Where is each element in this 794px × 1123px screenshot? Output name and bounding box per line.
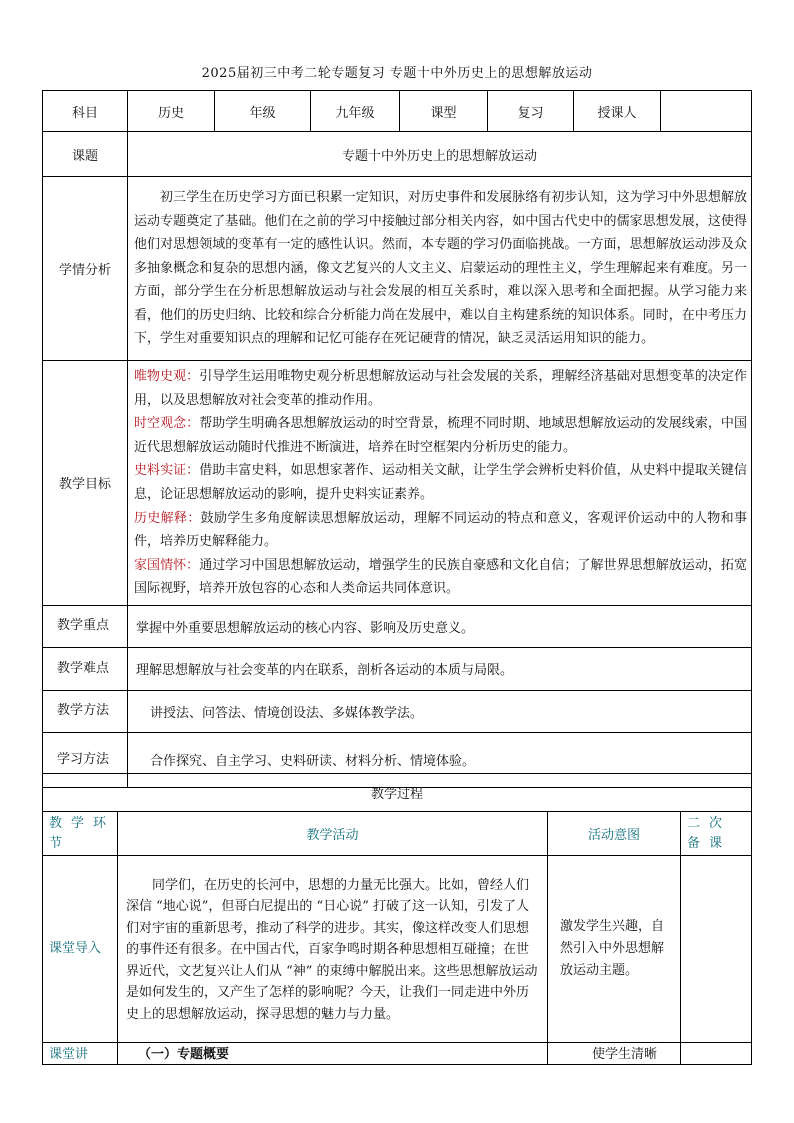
activity-cell: 同学们，在历史的长河中，思想的力量无比强大。比如，曾经人们深信 “地心说”，但哥白尼提出的 “日心说” 打破了这一认知，引发了人们对宇宙的重新思考，推动了科学的进步。其实，像这样改变人们思想的事件还有很多。在中国古代，百家争鸣时期各种思想相互碰撞；在世界近代，文艺复兴让人们从 “神” 的束缚中解脱出来。这些思想解放运动是如何发生的，又产生了怎样的影响呢？今天，让我们一同走进中外历史上的思想解放运动，探寻思想的魅力与力量。 <box>118 856 548 1043</box>
objective-text: 通过学习中国思想解放运动，增强学生的民族自豪感和文化自信；了解世界思想解放运动，拓宽国际视野，培养开放包容的心态和人类命运共同体意识。 <box>134 557 747 597</box>
objective-item <box>134 412 747 459</box>
objective-key: 家国情怀： <box>134 557 200 573</box>
intent-cell: 使学生清晰 <box>548 1043 681 1065</box>
objective-text: 鼓励学生多角度解读思想解放运动，理解不同运动的特点和意义，客观评价运动中的人物和事件，培养历史解释能力。 <box>134 510 747 550</box>
key-points-text: 掌握中外重要思想解放运动的核心内容、影响及历史意义。 <box>128 605 752 647</box>
difficulties-label: 教学难点 <box>43 647 128 690</box>
objective-item <box>134 507 747 554</box>
process-title-row <box>43 774 752 812</box>
key-points-row <box>43 605 752 647</box>
objective-text: 帮助学生明确各思想解放运动的时空背景，梳理不同时期、地域思想解放运动的发展线索，中国近代思想解放运动随时代推进不断演进，培养在时空框架内分析历史的能力。 <box>134 416 747 455</box>
objective-key: 唯物史观： <box>134 369 200 384</box>
type-label: 课型 <box>400 91 488 132</box>
subject-label: 科目 <box>43 91 128 132</box>
learner-analysis-text: 初三学生在历史学习方面已积累一定知识，对历史事件和发展脉络有初步认知，这为学习中外思想解放运动专题奠定了基础。他们在之前的学习中接触过部分相关内容，如中国古代史中的儒家思想发展，这使得他们对思想领域的变革有一定的感性认识。然而，本专题的学习仍面临挑战。一方面，思想解放运动涉及众多抽象概念和复杂的思想内涵，像文艺复兴的人文主义、启蒙运动的理性主义，学生理解起来有难度。另一方面，部分学生在分析思想解放运动与社会发展的相互关系时，难以深入思考和全面把握。从学习能力来看，他们的历史归纳、比较和综合分析能力尚在发展中，难以自主构建系统的知识体系。同时，在中考压力下，学生对重要知识点的理解和记忆可能存在死记硬背的情况，缺乏灵活运用知识的能力。 <box>128 177 752 361</box>
teaching-methods-label: 教学方法 <box>43 690 128 732</box>
grade-value: 九年级 <box>311 91 400 132</box>
col-intent-header: 活动意图 <box>548 812 681 856</box>
learning-methods-text: 合作探究、自主学习、史料研读、材料分析、情境体验。 <box>128 732 752 787</box>
objectives-row <box>43 361 752 606</box>
col-stage-header: 教学环节 <box>43 812 118 856</box>
header-row <box>43 91 752 132</box>
grade-label: 年级 <box>215 91 311 132</box>
objective-text: 引导学生运用唯物史观分析思想解放运动与社会发展的关系，理解经济基础对思想变革的决定作用，以及思想解放对社会变革的推动作用。 <box>134 369 747 408</box>
topic-row <box>43 132 752 177</box>
teacher-label: 授课人 <box>574 91 661 132</box>
objective-key: 历史解释： <box>134 510 201 526</box>
notes-cell <box>681 1043 752 1065</box>
process-row <box>43 856 752 1043</box>
objective-text: 借助丰富史料，如思想家著作、运动相关文献，让学生学会辨析史料价值，从史料中提取关键信息，论证思想解放运动的影响，提升史料实证素养。 <box>134 463 747 502</box>
difficulties-text: 理解思想解放与社会变革的内在联系，剖析各运动的本质与局限。 <box>128 647 752 690</box>
intent-cell: 激发学生兴趣，自然引入中外思想解放运动主题。 <box>548 856 681 1043</box>
objective-item <box>134 365 747 412</box>
objective-key: 史料实证： <box>134 463 200 479</box>
process-row <box>43 1043 752 1065</box>
objectives-label: 教学目标 <box>43 361 128 606</box>
subject-value: 历史 <box>128 91 215 132</box>
objective-item <box>134 459 747 506</box>
objectives-list <box>128 361 752 606</box>
stage-cell: 课堂导入 <box>43 856 118 1043</box>
activity-cell: （一）专题概要 <box>118 1043 548 1065</box>
stage-cell: 课堂讲 <box>43 1043 118 1065</box>
lesson-info-table <box>42 90 752 788</box>
objective-key: 时空观念： <box>134 416 200 432</box>
teaching-methods-row <box>43 690 752 732</box>
teaching-methods-text: 讲授法、问答法、情境创设法、多媒体教学法。 <box>128 690 752 732</box>
difficulties-row <box>43 647 752 690</box>
objective-item <box>134 554 747 601</box>
topic-value: 专题十中外历史上的思想解放运动 <box>128 132 752 177</box>
learner-analysis-label: 学情分析 <box>43 177 128 361</box>
col-notes-header: 二次备课 <box>681 812 752 856</box>
col-activity-header: 教学活动 <box>118 812 548 856</box>
type-value: 复习 <box>488 91 574 132</box>
process-title: 教学过程 <box>43 774 752 812</box>
notes-cell <box>681 856 752 1043</box>
learner-analysis-row <box>43 177 752 361</box>
topic-label: 课题 <box>43 132 128 177</box>
process-header-row <box>43 812 752 856</box>
document-title: 2025届初三中考二轮专题复习 专题十中外历史上的思想解放运动 <box>201 66 593 81</box>
key-points-label: 教学重点 <box>43 605 128 647</box>
teaching-process-table <box>42 773 752 1065</box>
learning-methods-label: 学习方法 <box>43 732 128 787</box>
teacher-value <box>661 91 752 132</box>
